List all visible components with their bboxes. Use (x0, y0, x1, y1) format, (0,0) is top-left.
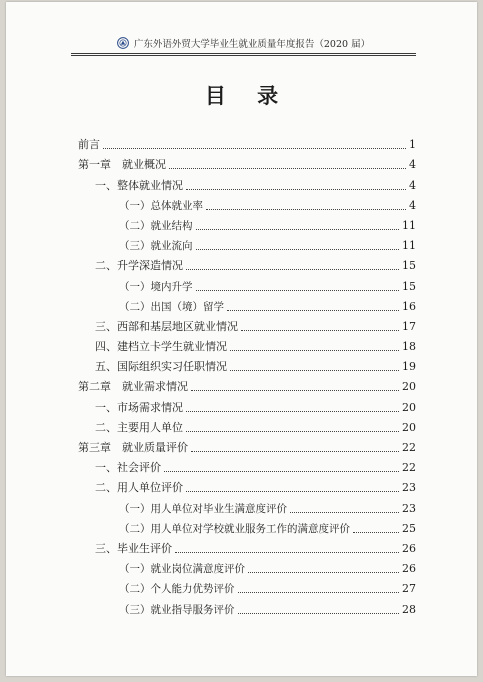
dot-leader (290, 512, 399, 513)
dot-leader (191, 390, 399, 391)
toc-entry-page: 11 (402, 239, 416, 253)
dot-leader (353, 532, 399, 533)
toc-entry-label: 二、用人单位评价 (95, 481, 183, 495)
toc-entry-page: 20 (402, 380, 416, 394)
toc-entry-label: 第二章 就业需求情况 (78, 380, 188, 394)
dot-leader (186, 269, 399, 270)
toc-entry-label: 三、毕业生评价 (95, 541, 172, 555)
toc-entry-label: 五、国际组织实习任职情况 (95, 360, 227, 374)
toc-entry[interactable] (78, 536, 416, 556)
dot-leader (186, 411, 399, 412)
toc-entry-page: 28 (402, 602, 416, 616)
toc-entry-label: （二）就业结构 (119, 219, 193, 232)
toc-entry-label: 前言 (78, 138, 100, 152)
dot-leader (164, 471, 399, 472)
toc-entry-label: 一、社会评价 (95, 461, 161, 475)
toc-entry[interactable] (78, 576, 416, 596)
dot-leader (196, 249, 400, 250)
toc-entry-label: （一）就业岗位满意度评价 (119, 563, 245, 576)
toc-entry-page: 25 (402, 521, 416, 535)
toc-entry-page: 23 (402, 501, 416, 515)
dot-leader (186, 491, 399, 492)
toc-entry-label: （二）个人能力优势评价 (119, 583, 235, 596)
header-rule (71, 53, 416, 54)
toc-entry-label: （二）用人单位对学校就业服务工作的满意度评价 (119, 522, 350, 535)
toc-entry[interactable] (78, 455, 416, 475)
running-header (71, 36, 416, 50)
toc-entry[interactable] (78, 172, 416, 192)
toc-entry-page: 17 (402, 319, 416, 333)
toc-entry[interactable] (78, 596, 416, 616)
dot-leader (169, 168, 406, 169)
page-title: 目 录 (204, 83, 291, 108)
dot-leader (230, 350, 399, 351)
toc-entry-label: （一）境内升学 (119, 280, 193, 293)
toc-entry[interactable] (78, 314, 416, 334)
university-seal-icon (117, 37, 129, 49)
dot-leader (103, 148, 406, 149)
toc-entry-page: 23 (402, 481, 416, 495)
document-page (6, 2, 477, 676)
dot-leader (191, 451, 399, 452)
toc-entry-page: 15 (402, 279, 416, 293)
toc-entry-page: 18 (402, 340, 416, 354)
dot-leader (196, 229, 400, 230)
toc-entry-page: 26 (402, 541, 416, 555)
toc-entry-label: 一、整体就业情况 (95, 178, 183, 192)
toc-entry-page: 20 (402, 420, 416, 434)
toc-entry-label: （三）就业流向 (119, 240, 193, 253)
dot-leader (238, 613, 400, 614)
toc-entry-page: 11 (402, 218, 416, 232)
toc-entry[interactable] (78, 132, 416, 152)
dot-leader (227, 310, 399, 311)
toc-entry-label: 三、西部和基层地区就业情况 (95, 319, 238, 333)
toc-entry-page: 22 (402, 441, 416, 454)
toc-entry[interactable] (78, 193, 416, 213)
header-title: 广东外语外贸大学毕业生就业质量年度报告（2020 届） (133, 39, 371, 50)
header-rule-thin (71, 55, 416, 56)
toc-entry[interactable] (78, 152, 416, 172)
toc-entry[interactable] (78, 495, 416, 515)
toc-entry[interactable] (78, 334, 416, 354)
toc-entry-page: 26 (402, 562, 416, 576)
dot-leader (186, 189, 406, 190)
toc-entry-label: 二、主要用人单位 (95, 420, 183, 434)
toc-entry[interactable] (78, 354, 416, 374)
toc-entry[interactable] (78, 253, 416, 273)
dot-leader (230, 370, 399, 371)
toc-entry-page: 20 (402, 400, 416, 414)
toc-entry-label: （三）就业指导服务评价 (119, 603, 235, 616)
toc-entry-page: 4 (409, 158, 416, 172)
toc-entry-page: 4 (409, 198, 416, 212)
toc-entry-label: 一、市场需求情况 (95, 400, 183, 414)
dot-leader (206, 209, 406, 210)
toc-entry-label: 二、升学深造情况 (95, 259, 183, 273)
toc-entry[interactable] (78, 435, 416, 455)
toc-entry-label: （二）出国（境）留学 (119, 300, 224, 313)
dot-leader (175, 552, 399, 553)
toc-entry-label: 第一章 就业概况 (78, 158, 166, 172)
toc-entry[interactable] (78, 556, 416, 576)
toc-entry-label: （一）总体就业率 (119, 199, 203, 212)
toc-entry[interactable] (78, 213, 416, 233)
dot-leader (241, 330, 399, 331)
dot-leader (238, 592, 400, 593)
toc-entry-page: 16 (402, 299, 416, 313)
toc-entry-page: 1 (409, 138, 416, 152)
toc-entry-label: 四、建档立卡学生就业情况 (95, 340, 227, 354)
toc-entry-page: 19 (402, 360, 416, 374)
dot-leader (196, 290, 400, 291)
toc-entry-page: 27 (402, 582, 416, 596)
toc-entry[interactable] (78, 415, 416, 435)
table-of-contents (78, 132, 416, 617)
toc-entry[interactable] (78, 516, 416, 536)
toc-entry-page: 22 (402, 461, 416, 475)
toc-entry-page: 15 (402, 259, 416, 273)
toc-entry-page: 4 (409, 178, 416, 192)
dot-leader (186, 431, 399, 432)
toc-entry-label: 第三章 就业质量评价 (78, 441, 188, 454)
dot-leader (248, 572, 399, 573)
toc-entry[interactable] (78, 394, 416, 414)
toc-entry[interactable] (78, 374, 416, 394)
toc-entry[interactable] (78, 294, 416, 314)
toc-entry[interactable] (78, 475, 416, 495)
toc-entry[interactable] (78, 233, 416, 253)
toc-entry-label: （一）用人单位对毕业生满意度评价 (119, 502, 287, 515)
toc-entry[interactable] (78, 273, 416, 293)
